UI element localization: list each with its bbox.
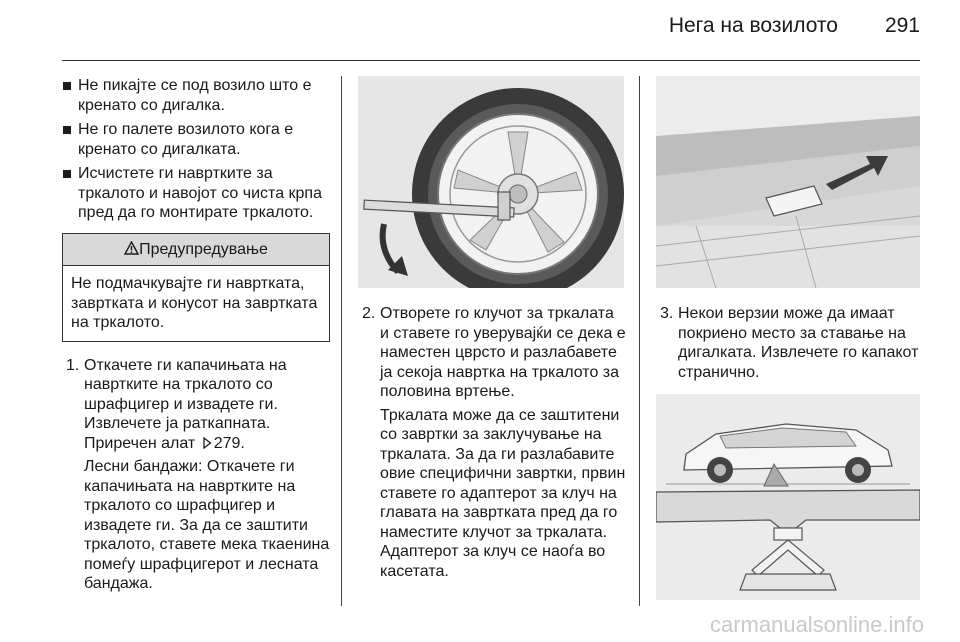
warning-header bbox=[63, 234, 329, 267]
step-number: 3. bbox=[660, 305, 674, 322]
warning-title: Предупредување bbox=[139, 240, 268, 258]
step-number: 1. bbox=[66, 356, 80, 374]
bullet-item: Исчистете ги навртките за тркалото и навојот со чиста крпа пред да го монтирате тркалото. bbox=[62, 164, 330, 223]
step-note: Тркалата може да се заштитени со завртки за заклучување на тркалата. За да ги разлабавите овие специфични завртки, првин ставете го адаптерот за клуч на главата на завртката пред да го наместите клучот за тркалата. Адаптерот за клуч се наоѓа во касетата. bbox=[380, 406, 626, 580]
step-2 bbox=[358, 304, 626, 402]
page-reference: 279. bbox=[213, 434, 245, 452]
header-rule bbox=[62, 60, 920, 61]
bullet-item: Не пикајте се под возило што е кренато со дигалка. bbox=[62, 76, 330, 115]
step-text: Отворете го клучот за тркалата и ставете го уверувајќи се дека е наместен цврсто и разлабавете ја секоја навртка на тркалото за половина вртење. bbox=[380, 305, 626, 400]
column-2 bbox=[358, 76, 626, 581]
column-divider bbox=[341, 76, 342, 606]
column-1 bbox=[62, 76, 330, 594]
step-3 bbox=[656, 304, 920, 382]
step-note: Лесни бандажи: Откачете ги капачињата на навртките на тркалото со шрафцигер и извадете ги. За да се заштити тркалото, ставете мека ткаенина помеѓу шрафцигерот и лесната бандажа. bbox=[84, 458, 330, 592]
column-divider bbox=[639, 76, 640, 606]
watermark: carmanualsonline.info bbox=[709, 612, 924, 637]
jack-cover-illustration bbox=[656, 76, 920, 288]
page-reference-icon bbox=[202, 437, 212, 449]
bullet-item: Не го палете возилото кога е кренато со дигалката. bbox=[62, 120, 330, 159]
warning-triangle-icon bbox=[124, 241, 139, 255]
step-number: 2. bbox=[362, 305, 376, 322]
page-number: 291 bbox=[884, 14, 920, 37]
warning-text: Не подмачкувајте ги навртката, завртката и конусот на завртката на тркалото. bbox=[71, 275, 318, 331]
step-text: Некои верзии може да имаат покриено место за ставање на дигалката. Извлечете го капакот странично. bbox=[678, 305, 919, 381]
header-title: Нега на возилото bbox=[668, 14, 838, 37]
step-1 bbox=[62, 356, 330, 454]
wheel-wrench-illustration bbox=[358, 76, 624, 288]
warning-box bbox=[62, 233, 330, 342]
car-on-jack-illustration bbox=[656, 394, 920, 600]
column-3 bbox=[656, 76, 920, 600]
step-text: Откачете ги капачињата на навртките на тркалото со шрафцигер и извадете ги. Извлечете ја раткапната. Приречен алат bbox=[84, 356, 287, 452]
